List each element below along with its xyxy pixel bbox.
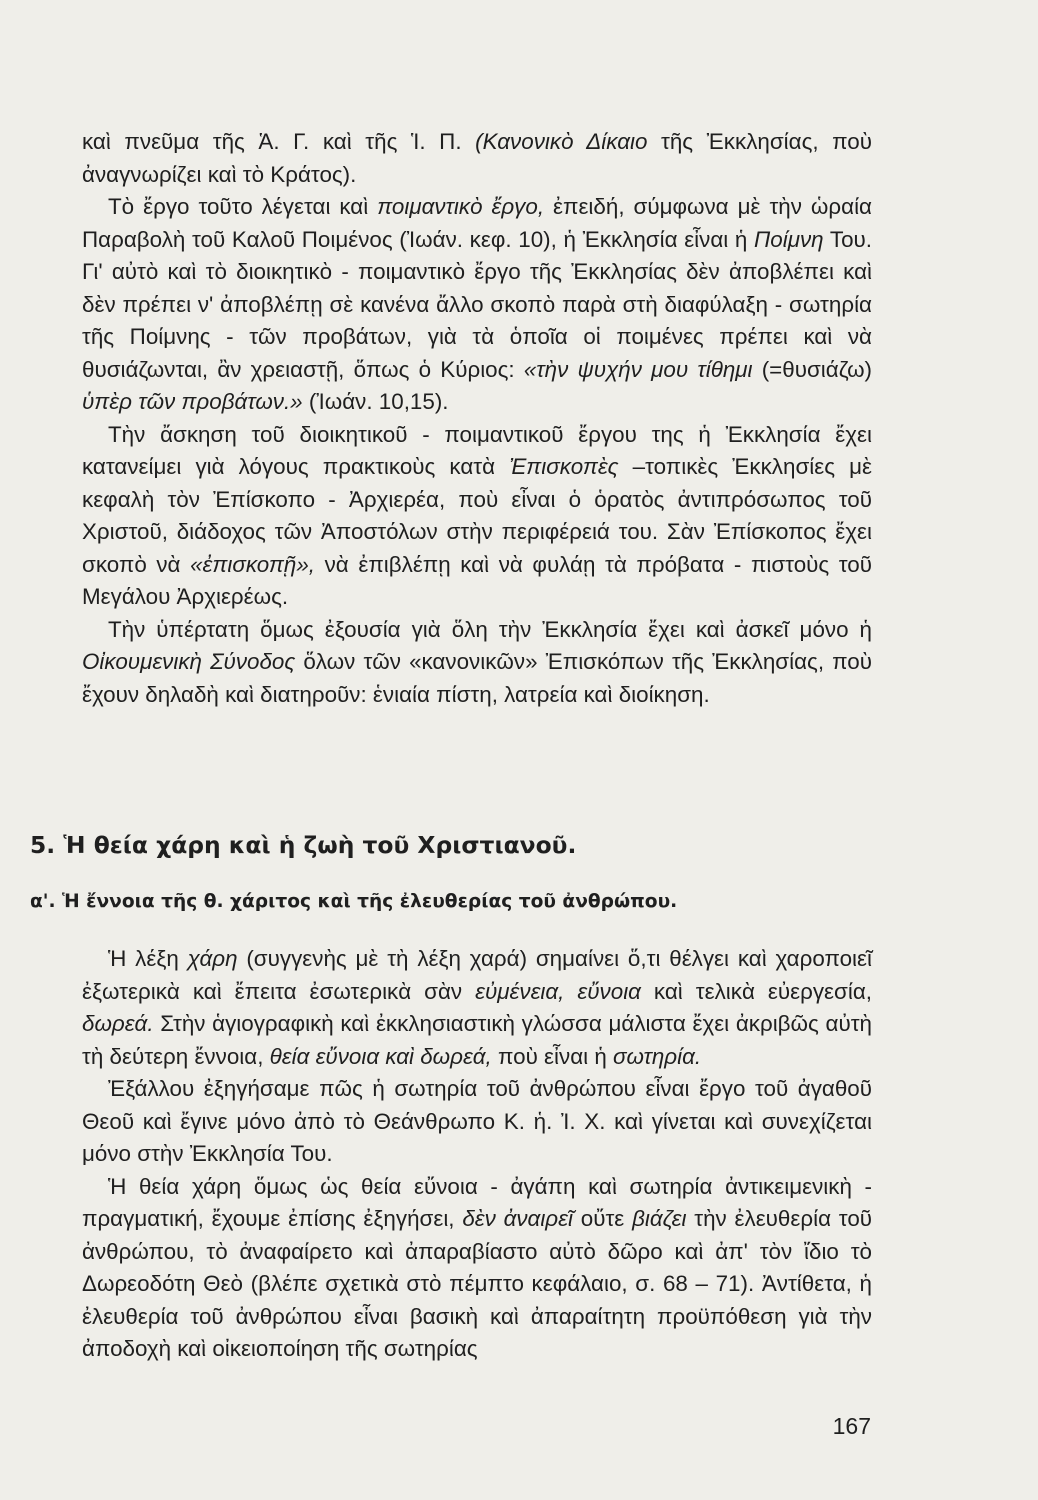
text-run: Τὸ ἔργο τοῦτο λέγεται καὶ [108, 194, 378, 219]
italic-run: εὐμένεια, εὔνοια [475, 978, 641, 1004]
page-number: 167 [832, 1413, 871, 1439]
italic-run: ὑπὲρ τῶν προβάτων.» [82, 389, 303, 414]
text-block-upper [82, 126, 872, 711]
text-run: οὔτε [572, 1206, 633, 1231]
italic-run: σωτηρία. [613, 1043, 702, 1069]
text-run: νὰ ἐπιβλέπῃ καὶ νὰ φυλάῃ τὰ πρόβατα - πιστοὺς τοῦ Μεγάλου Ἀρχιερέως. [82, 551, 873, 609]
text-run: Ἡ λέξη [108, 946, 188, 971]
italic-run: ποιμαντικὸ ἔργο, [377, 194, 545, 219]
subsection-heading: α'. Ἡ ἔννοια τῆς θ. χάριτος καὶ τῆς ἐλευθερίας τοῦ ἀνθρώπου. [30, 891, 678, 912]
paragraph-5 [82, 943, 872, 1073]
text-run: τῆς Ἐκκλησίας, ποὺ ἀναγνωρίζει καὶ τὸ Κράτος). [82, 129, 873, 187]
italic-run: θεία εὔνοια καὶ δωρεά, [269, 1043, 492, 1069]
paragraph-4 [82, 614, 872, 712]
paragraph-2 [82, 191, 872, 419]
italic-run: «τὴν ψυχήν μου τίθημι [523, 356, 753, 382]
text-run: –τοπικὲς Ἐκκλησίες μὲ κεφαλὴ τὸν Ἐπίσκοπο - Ἀρχιερέα, ποὺ εἶναι ὁ ὁρατὸς ἀντιπρόσωπος τοῦ Χριστοῦ, διάδοχος τῶν Ἀποστόλων στὴν περιφέρειά του. Σὰν Ἐπίσκοπος ἔχει σκοπὸ νὰ [82, 454, 872, 577]
text-run: Ἐξάλλου ἐξηγήσαμε πῶς ἡ σωτηρία τοῦ ἀνθρώπου εἶναι ἔργο τοῦ ἀγαθοῦ Θεοῦ καὶ ἔγινε μόνο ἀπὸ τὸ Θεάνθρωπο Κ. ἡ. Ἰ. Χ. καὶ γίνεται καὶ συνεχίζεται μόνο στὴν Ἐκκλησία Του. [82, 1076, 872, 1166]
text-run: Στὴν ἁγιογραφικὴ καὶ ἐκκλησιαστικὴ γλώσσα μάλιστα ἔχει ἀκριβῶς αὐτὴ τὴ δεύτερη ἔννοια, [82, 1011, 872, 1069]
text-run: Του. Γι' αὐτὸ καὶ τὸ διοικητικὸ - ποιμαντικὸ ἔργο τῆς Ἐκκλησίας δὲν ἀποβλέπει καὶ δὲν πρέπει ν' ἀποβλέπῃ σὲ κανένα ἄλλο σκοπὸ παρὰ στὴ διαφύλαξη - σωτηρία τῆς Ποίμνης - τῶν προβάτων, γιὰ τὰ ὁποῖα οἱ ποιμένες πρέπει καὶ νὰ θυσιάζωνται, ἂν χρειαστῇ, ὅπως ὁ Κύριος: [82, 226, 872, 382]
text-run: (συγγενὴς μὲ τὴ λέξη χαρά) σημαίνει ὅ,τι θέλγει καὶ χαροποιεῖ ἐξωτερικὰ καὶ ἔπειτα ἐσωτερικὰ σὰν [82, 946, 872, 1004]
paragraph-7 [82, 1171, 872, 1366]
text-run: Ἡ θεία χάρη ὅμως ὡς θεία εὔνοια - ἀγάπη καὶ σωτηρία ἀντικειμενικὴ - πραγματική, ἔχουμε ἐπίσης ἐξηγήσει, [82, 1173, 872, 1231]
italic-run: Οἰκουμενικὴ Σύνοδος [82, 649, 296, 674]
text-run: ὅλων τῶν «κανονικῶν» Ἐπισκόπων τῆς Ἐκκλησίας, ποὺ ἔχουν δηλαδὴ καὶ διατηροῦν: ἑνιαία πίστη, λατρεία καὶ διοίκηση. [82, 649, 872, 707]
text-run: Τὴν ἄσκηση τοῦ διοικητικοῦ - ποιμαντικοῦ ἔργου της ἡ Ἐκκλησία ἔχει κατανείμει γιὰ λόγους πρακτικοὺς κατὰ [82, 421, 872, 479]
text-run: (Ἰωάν. 10,15). [302, 389, 449, 414]
paragraph-6 [82, 1073, 872, 1171]
text-run: ἐπειδή, σύμφωνα μὲ τὴν ὡραία Παραβολὴ τοῦ Καλοῦ Ποιμένος (Ἰωάν. κεφ. 10), ἡ Ἐκκλησία εἶναι ἡ [82, 194, 872, 252]
italic-run: «ἐπισκοπῇ», [190, 551, 316, 577]
italic-run: Ποίμνη [754, 226, 824, 252]
text-run: καὶ πνεῦμα τῆς Ἁ. Γ. καὶ τῆς Ἱ. Π. [82, 129, 476, 154]
italic-run: δὲν ἀναιρεῖ [462, 1206, 573, 1231]
text-run: ποὺ εἶναι ἡ [491, 1043, 614, 1069]
text-run: τὴν ἐλευθερία τοῦ ἀνθρώπου, τὸ ἀναφαίρετο καὶ ἀπαραβίαστο αὐτὸ δῶρο καὶ ἀπ' τὸν ἴδιο τὸ Δωρεοδότη Θεὸ (βλέπε σχετικὰ στὸ πέμπτο κεφάλαιο, σ. 68 – 71). Ἀντίθετα, ἡ ἐλευθερία τοῦ ἀνθρώπου εἶναι βασικὴ καὶ ἀπαραίτητη προϋπόθεση γιὰ τὴν ἀποδοχὴ καὶ οἰκειοποίηση τῆς σωτηρίας [82, 1206, 873, 1361]
section-heading: 5. Ἡ θεία χάρη καὶ ἡ ζωὴ τοῦ Χριστιανοῦ. [30, 831, 577, 859]
paragraph-3 [82, 419, 872, 614]
italic-run: δωρεά. [82, 1011, 154, 1036]
text-run: καὶ τελικὰ εὐεργεσία, [640, 978, 872, 1004]
italic-run: χάρη [187, 946, 238, 971]
italic-run: βιάζει [632, 1206, 687, 1231]
text-block-lower [82, 943, 872, 1366]
paragraph-1 [82, 126, 872, 191]
italic-run: (Κανονικὸ Δίκαιο [475, 129, 648, 154]
text-run: (=θυσιάζω) [752, 356, 873, 382]
text-run: Τὴν ὑπέρτατη ὅμως ἐξουσία γιὰ ὅλη τὴν Ἐκκλησία ἔχει καὶ ἀσκεῖ μόνο ἡ [108, 616, 872, 642]
italic-run: Ἐπισκοπὲς [509, 454, 619, 479]
